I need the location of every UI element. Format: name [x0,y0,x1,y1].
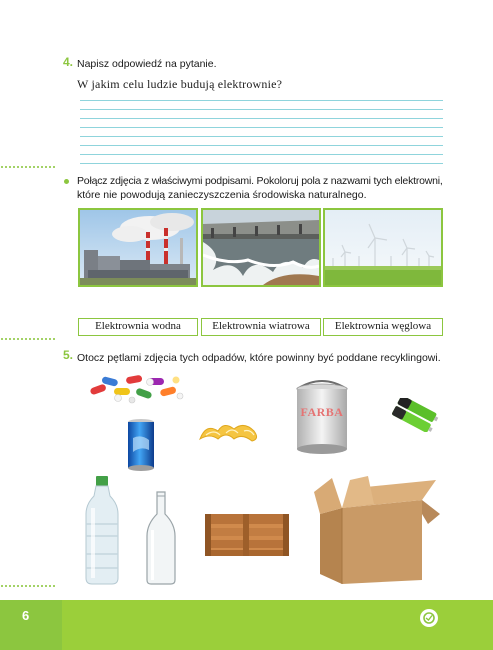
task-5-instruction: Otocz pętlami zdjęcia tych odpadów, które powinny być poddane recyklingowi. [77,352,441,364]
plastic-bottle-photo[interactable] [82,474,122,586]
margin-dots [0,166,56,168]
answer-line[interactable] [80,145,443,146]
page-number: 6 [22,608,30,623]
margin-dots [0,338,56,340]
answer-line[interactable] [80,118,443,119]
hydro-power-plant-photo[interactable] [201,208,321,287]
task-4-number: 4. [63,55,74,69]
publisher-logo-icon [420,609,438,627]
task-bullet [64,179,69,184]
label-hydro-plant[interactable]: Elektrownia wodna [78,318,198,336]
aluminium-can-photo[interactable] [125,418,157,473]
answer-line[interactable] [80,163,443,164]
connect-instruction-line-2: które nie powodują zanieczyszczenia środowiska naturalnego. [77,189,367,201]
margin-dots [0,585,56,587]
pills-photo[interactable] [88,372,188,404]
footer-page-block [0,600,62,650]
connect-instruction-line-1: Połącz zdjęcia z właściwymi podpisami. Pokoloruj pola z nazwami tych elektrowni, [77,175,443,187]
answer-line[interactable] [80,127,443,128]
answer-line[interactable] [80,136,443,137]
answer-line[interactable] [80,154,443,155]
paint-can-photo[interactable] [289,379,355,455]
orange-peel-photo[interactable] [196,417,262,447]
task-4-question: W jakim celu ludzie budują elektrownie? [77,77,283,91]
wooden-crate-photo[interactable] [201,506,294,562]
glass-bottle-photo[interactable] [145,490,177,586]
paint-can-label: FARBA [300,405,344,419]
label-wind-plant[interactable]: Elektrownia wiatrowa [201,318,321,336]
answer-line[interactable] [80,109,443,110]
task-4-instruction: Napisz odpowiedź na pytanie. [77,58,217,70]
answer-line[interactable] [80,100,443,101]
task-5-number: 5. [63,348,74,362]
cardboard-box-photo[interactable] [312,474,442,586]
coal-power-plant-photo[interactable] [78,208,198,287]
wind-farm-photo[interactable] [323,208,443,287]
batteries-photo[interactable] [388,398,444,432]
label-coal-plant[interactable]: Elektrownia węglowa [323,318,443,336]
